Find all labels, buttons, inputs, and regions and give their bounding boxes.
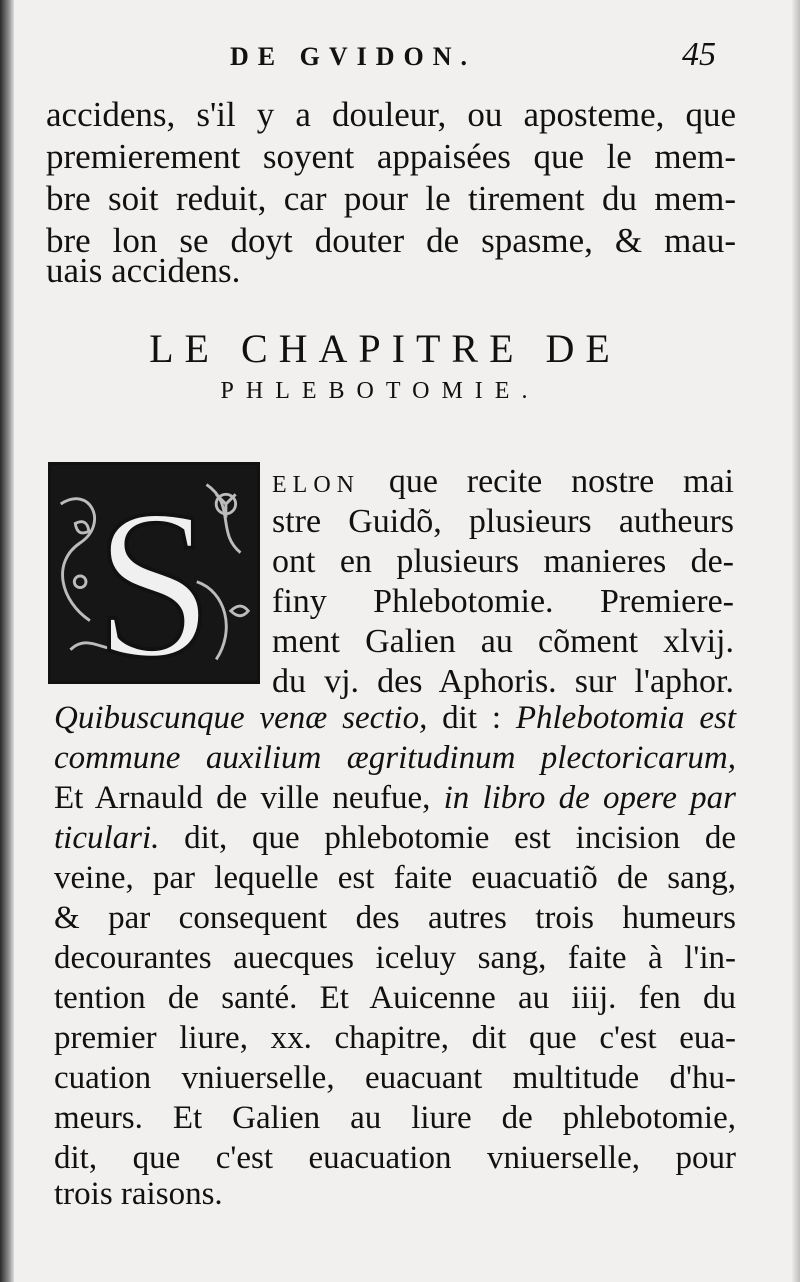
text-line — [272, 462, 734, 505]
text-line: bre soit reduit, car pour le tirement du mem- — [46, 179, 736, 218]
running-head: DE GVIDON. — [230, 42, 477, 71]
text-line: trois raisons. — [54, 1176, 223, 1212]
dropcap-letter: S — [94, 466, 214, 681]
italic-segment: Quibuscunque venæ sectio, — [54, 700, 428, 736]
page-header — [0, 36, 800, 76]
text-line: bre lon se doyt douter de spasme, & mau- — [46, 221, 736, 260]
text-line: ment Galien au cõment xlvij. — [272, 623, 734, 660]
text-line — [54, 738, 736, 778]
text-line — [54, 698, 736, 738]
text-line: cuation vniuerselle, euacuant multitude d'hu- — [54, 1060, 736, 1096]
text-line: & par consequent des autres trois humeurs — [54, 900, 736, 936]
chapter-title: LE CHAPITRE DE — [149, 326, 621, 371]
text-line: finy Phlebotomie. Premiere- — [272, 583, 734, 620]
text-line: accidens, s'il y a douleur, ou aposteme, que — [46, 95, 736, 134]
text-segment: Et Arnauld de ville neufue, — [54, 780, 444, 816]
text-line: meurs. Et Galien au liure de phlebotomie, — [54, 1100, 736, 1136]
decorated-initial — [48, 462, 260, 684]
chapter-subtitle: PHLEBOTOMIE. — [220, 378, 540, 404]
text-line: tention de santé. Et Auicenne au iiij. fen du — [54, 980, 736, 1016]
text-line: decourantes auecques iceluy sang, faite à l'in- — [54, 940, 736, 976]
page-gutter — [0, 0, 14, 1282]
text-line: stre Guidõ, plusieurs autheurs — [272, 503, 734, 540]
text-line: dit, que c'est euacuation vniuerselle, pour — [54, 1140, 736, 1176]
text-segment: dit, que phlebotomie est incision de — [159, 820, 736, 856]
text-line: du vj. des Aphoris. sur l'aphor. — [272, 663, 734, 700]
text-line — [54, 818, 736, 858]
text-line — [54, 778, 736, 818]
text-segment: dit : — [427, 700, 516, 736]
italic-segment: commune auxilium ægritudinum plectoricarum, — [54, 740, 736, 776]
text-line: premierement soyent appaisées que le mem- — [46, 137, 736, 176]
italic-segment: in libro de opere par — [443, 780, 736, 816]
text-line: veine, par lequelle est faite euacuatiõ de sang, — [54, 860, 736, 896]
page-edge — [792, 0, 800, 1282]
lead-capitals: ELON — [272, 472, 360, 498]
lead-rest: que recite nostre mai — [359, 463, 734, 500]
italic-segment: ticulari. — [54, 820, 160, 856]
text-line: premier liure, xx. chapitre, dit que c'est eua- — [54, 1020, 736, 1056]
text-line: ont en plusieurs manieres de- — [272, 543, 734, 580]
page-number: 45 — [682, 36, 716, 73]
italic-segment: Phlebotomia est — [515, 700, 736, 736]
floral-initial-image — [51, 465, 257, 681]
text-line: uais accidens. — [46, 251, 241, 290]
